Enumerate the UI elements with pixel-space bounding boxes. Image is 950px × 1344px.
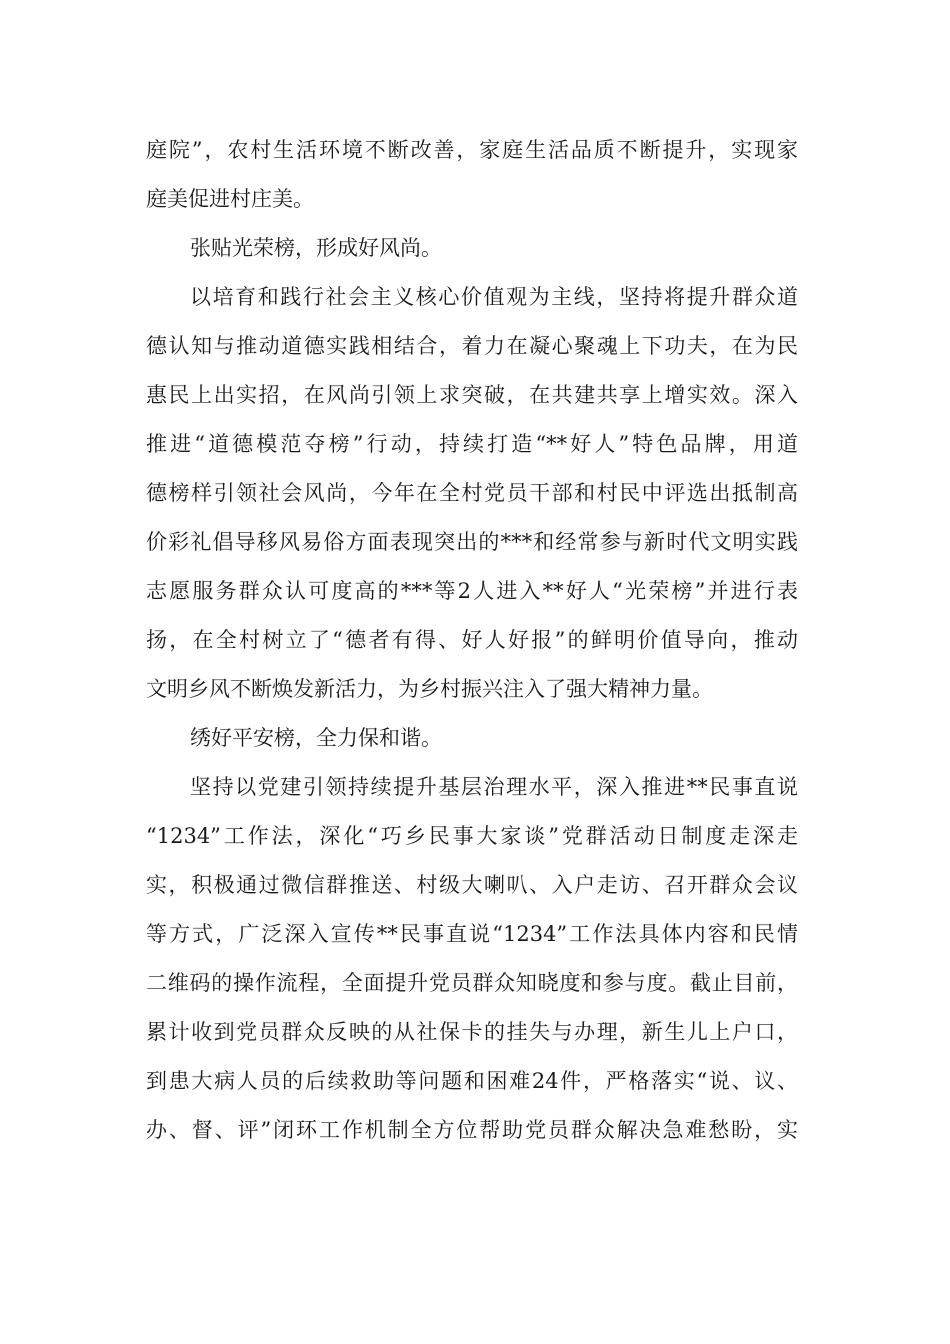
paragraph-line: “1234”工作法，深化“巧乡民事大家谈”党群活动日制度走深走 (146, 824, 798, 848)
paragraph-line: 庭美促进村庄美。 (146, 187, 314, 211)
paragraph-line: 庭院”，农村生活环境不断改善，家庭生活品质不断提升，实现家 (146, 138, 798, 162)
paragraph-line: 办、督、评”闭环工作机制全方位帮助党员群众解决急难愁盼，实 (146, 1118, 798, 1142)
paragraph-line: 德榜样引领社会风尚，今年在全村党员干部和村民中评选出抵制高 (146, 481, 798, 505)
section-heading: 张贴光荣榜，形成好风尚。 (190, 236, 442, 260)
paragraph-line: 价彩礼倡导移风易俗方面表现突出的***和经常参与新时代文明实践 (146, 530, 798, 554)
paragraph-line: 等方式，广泛深入宣传**民事直说“1234”工作法具体内容和民情 (146, 922, 798, 946)
paragraph-line: 扬，在全村树立了“德者有得、好人好报”的鲜明价值导向，推动 (146, 628, 798, 652)
paragraph-line: 志愿服务群众认可度高的***等2人进入**好人“光荣榜”并进行表 (146, 579, 798, 603)
paragraph-line: 累计收到党员群众反映的从社保卡的挂失与办理，新生儿上户口， (146, 1020, 798, 1044)
section-heading: 绣好平安榜，全力保和谐。 (190, 726, 442, 750)
paragraph-line: 文明乡风不断焕发新活力，为乡村振兴注入了强大精神力量。 (146, 677, 713, 701)
paragraph-line: 实，积极通过微信群推送、村级大喇叭、入户走访、召开群众会议 (146, 873, 798, 897)
paragraph-line: 到患大病人员的后续救助等问题和困难24件，严格落实“说、议、 (146, 1069, 798, 1093)
paragraph-line: 二维码的操作流程，全面提升党员群众知晓度和参与度。截止目前， (146, 971, 798, 995)
paragraph-line: 坚持以党建引领持续提升基层治理水平，深入推进**民事直说 (190, 775, 798, 799)
paragraph-line: 德认知与推动道德实践相结合，着力在凝心聚魂上下功夫，在为民 (146, 334, 798, 358)
paragraph-line: 以培育和践行社会主义核心价值观为主线，坚持将提升群众道 (190, 285, 798, 309)
paragraph-line: 惠民上出实招，在风尚引领上求突破，在共建共享上增实效。深入 (146, 383, 798, 407)
paragraph-line: 推进“道德模范夺榜”行动，持续打造“**好人”特色品牌，用道 (146, 432, 798, 456)
